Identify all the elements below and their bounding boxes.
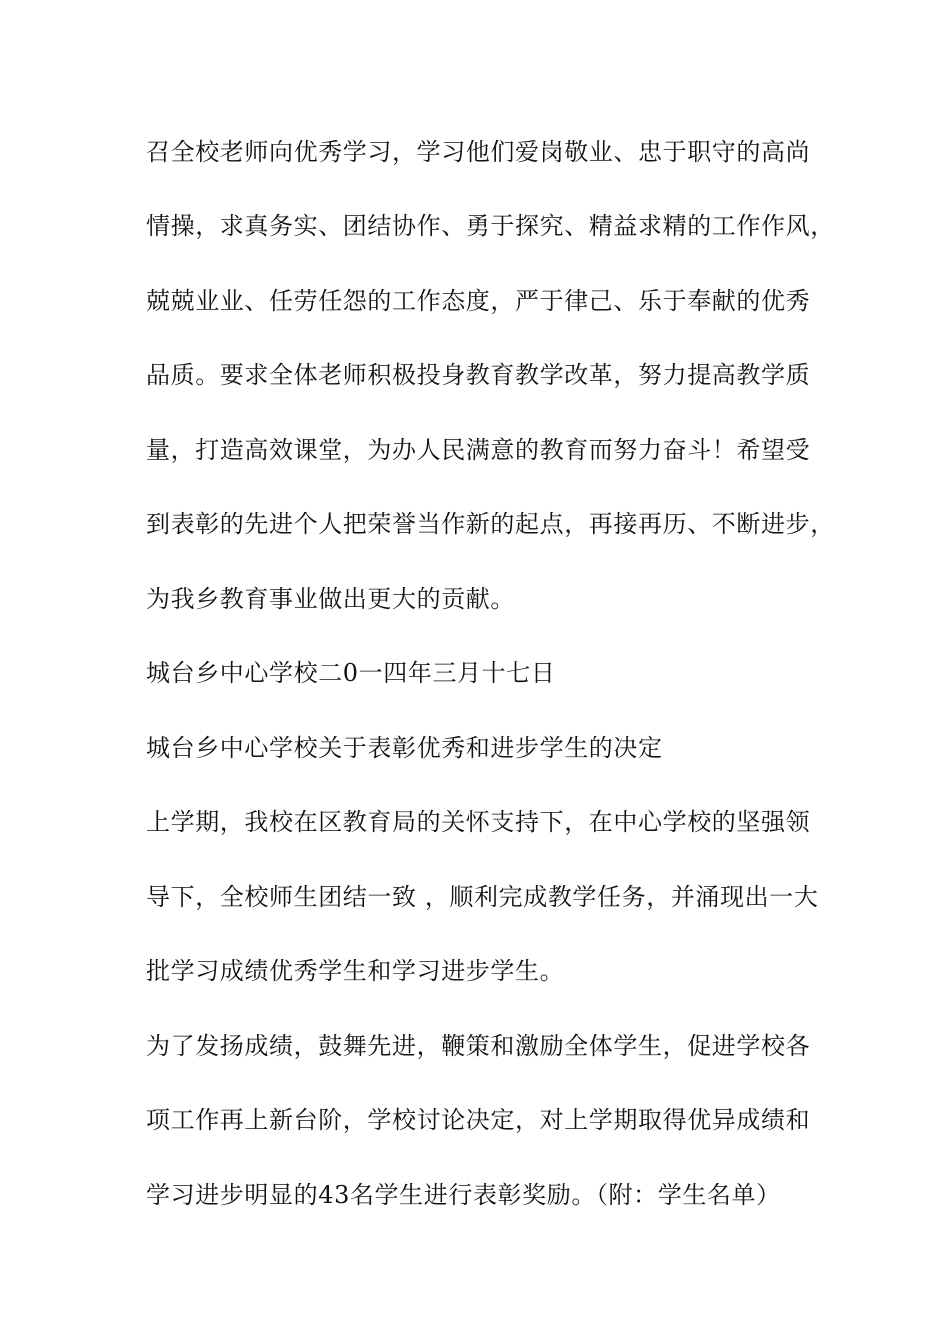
signature-date-line: 城台乡中心学校二0一四年三月十七日 xyxy=(146,659,556,687)
paragraph-line: 导下，全校师生团结一致 ，顺利完成教学任务，并涌现出一大 xyxy=(146,883,819,911)
paragraph-line: 为我乡教育事业做出更大的贡献。 xyxy=(146,585,515,613)
paragraph-line: 召全校老师向优秀学习，学习他们爱岗敬业、忠于职守的高尚 xyxy=(146,138,811,166)
paragraph-line: 品质。要求全体老师积极投身教育教学改革，努力提高教学质 xyxy=(146,361,811,389)
paragraph-line: 情操，求真务实、团结协作、勇于探究、精益求精的工作作风， xyxy=(146,212,835,240)
paragraph-line: 上学期，我校在区教育局的关怀支持下，在中心学校的坚强领 xyxy=(146,808,811,836)
paragraph-line: 学习进步明显的43名学生进行表彰奖励。（附：学生名单） xyxy=(146,1181,781,1209)
paragraph-line: 兢兢业业、任劳任怨的工作态度，严于律己、乐于奉献的优秀 xyxy=(146,287,811,315)
paragraph-line: 为了发扬成绩，鼓舞先进，鞭策和激励全体学生，促进学校各 xyxy=(146,1032,811,1060)
paragraph-line: 项工作再上新台阶，学校讨论决定，对上学期取得优异成绩和 xyxy=(146,1106,811,1134)
document-title-line: 城台乡中心学校关于表彰优秀和进步学生的决定 xyxy=(146,734,663,762)
paragraph-line: 量，打造高效课堂，为办人民满意的教育而努力奋斗！希望受 xyxy=(146,436,811,464)
paragraph-line: 批学习成绩优秀学生和学习进步学生。 xyxy=(146,957,565,985)
paragraph-line: 到表彰的先进个人把荣誉当作新的起点，再接再历、不断进步， xyxy=(146,510,835,538)
